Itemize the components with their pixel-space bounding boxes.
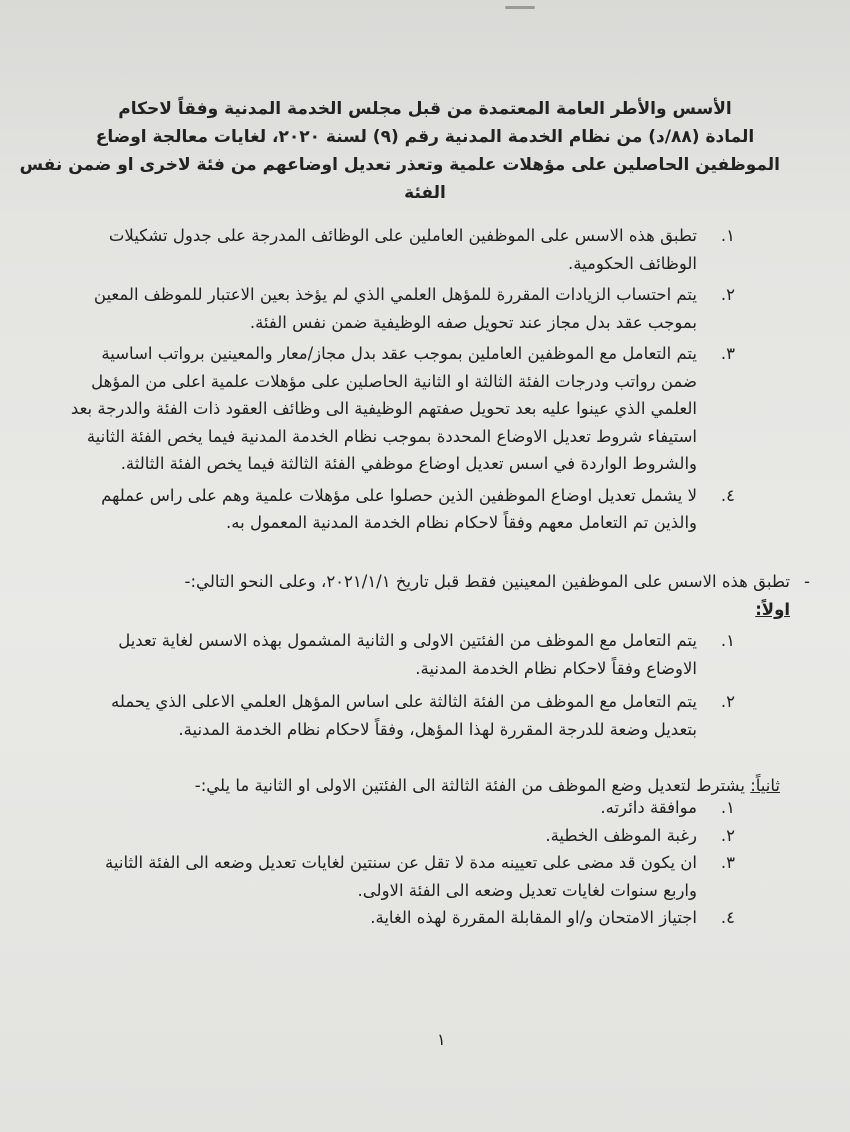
item-number: ١. bbox=[720, 226, 735, 245]
page-number: ١ bbox=[437, 1030, 446, 1049]
list-item bbox=[70, 627, 735, 682]
item-text: يتم التعامل مع الموظفين العاملين بموجب عقد بدل مجاز/معار والمعينين برواتب اساسية ضمن رواتب ودرجات الفئة الثالثة او الثانية الحاصلين على مؤهلات علمية اعلى من المؤهل العلمي الذي عينوا عليه بعد تحويل صفتهم الوظيفية الى وظائف العقود ذات الفئة والدرجة بعد استيفاء شروط تعديل الاوضاع المحددة بموجب نظام الخدمة المدنية فيما يخص الفئة الثانية والشروط الواردة في اسس تعديل اوضاع موظفي الفئة الثالثة فيما يخص الفئة الثالثة. bbox=[70, 344, 697, 473]
section-heading-second: ثانياً: bbox=[750, 776, 780, 795]
second-section-list bbox=[70, 794, 735, 932]
item-number: ٢. bbox=[720, 825, 735, 845]
scan-artifact bbox=[505, 6, 535, 9]
title-line: المادة (٨٨/د) من نظام الخدمة المدنية رقم (٩) لسنة ٢٠٢٠، لغايات معالجة اوضاع bbox=[95, 127, 755, 147]
item-number: ٢. bbox=[720, 692, 735, 711]
list-item bbox=[70, 904, 735, 932]
list-item bbox=[70, 822, 735, 850]
item-text: تطبق هذه الاسس على الموظفين العاملين على الوظائف المدرجة على جدول تشكيلات الوظائف الحكومية. bbox=[108, 226, 697, 273]
title-line: الموظفين الحاصلين على مؤهلات علمية وتعذر تعديل اوضاعهم من فئة لاخرى او ضمن نفس bbox=[19, 155, 780, 175]
item-text: رغبة الموظف الخطية. bbox=[545, 825, 697, 845]
item-number: ٣. bbox=[720, 853, 735, 872]
list-item bbox=[70, 222, 735, 277]
list-item bbox=[70, 794, 735, 822]
item-text: اجتياز الامتحان و/او المقابلة المقررة لهذه الغاية. bbox=[370, 908, 697, 927]
list-item bbox=[70, 688, 735, 743]
document-title bbox=[19, 95, 780, 207]
bullet-dash: - bbox=[804, 572, 810, 591]
item-text: يتم التعامل مع الموظف من الفئة الثالثة على اساس المؤهل العلمي الاعلى الذي يحمله بتعديل وضعة للدرجة المقررة لهذا المؤهل، وفقاً لاحكام نظام الخدمة المدنية. bbox=[111, 692, 697, 739]
bullet-text: تطبق هذه الاسس على الموظفين المعينين فقط قبل تاريخ ٢٠٢١/١/١، وعلى النحو التالي:- bbox=[184, 572, 790, 591]
scope-bullet bbox=[70, 568, 810, 624]
list-item bbox=[70, 340, 735, 478]
section-heading-first: اولاً: bbox=[755, 600, 790, 619]
title-line: الفئة bbox=[404, 183, 446, 203]
item-text: يتم التعامل مع الموظف من الفئتين الاولى و الثانية المشمول بهذه الاسس لغاية تعديل الاوضاع وفقاً لاحكام نظام الخدمة المدنية. bbox=[118, 631, 697, 678]
item-text: يتم احتساب الزيادات المقررة للمؤهل العلمي الذي لم يؤخذ بعين الاعتبار للموظف المعين بموجب عقد بدل مجاز عند تحويل صفه الوظيفية ضمن نفس الفئة. bbox=[93, 285, 697, 332]
list-item bbox=[70, 482, 735, 537]
item-text: ان يكون قد مضى على تعيينه مدة لا تقل عن سنتين لغايات تعديل وضعه الى الفئة الثانية واربع سنوات لغايات تعديل وضعه الى الفئة الاولى. bbox=[105, 853, 697, 900]
item-text: موافقة دائرته. bbox=[600, 798, 697, 817]
item-number: ٤. bbox=[720, 908, 735, 927]
item-number: ٣. bbox=[720, 344, 735, 363]
item-text: لا يشمل تعديل اوضاع الموظفين الذين حصلوا على مؤهلات علمية وهم على راس عملهم والذين تم التعامل معهم وفقاً لاحكام نظام الخدمة المدنية المعمول به. bbox=[101, 485, 697, 532]
item-number: ١. bbox=[720, 798, 735, 817]
list-item bbox=[70, 281, 735, 336]
general-items-list bbox=[70, 222, 735, 537]
first-section-list bbox=[70, 627, 735, 743]
section-intro-text: يشترط لتعديل وضع الموظف من الفئة الثالثة الى الفئتين الاولى او الثانية ما يلي:- bbox=[194, 776, 745, 795]
item-number: ١. bbox=[720, 631, 735, 650]
list-item bbox=[70, 849, 735, 904]
title-line: الأسس والأطر العامة المعتمدة من قبل مجلس الخدمة المدنية وفقاً لاحكام bbox=[118, 99, 732, 119]
item-number: ٤. bbox=[720, 485, 735, 505]
item-number: ٢. bbox=[720, 285, 735, 304]
